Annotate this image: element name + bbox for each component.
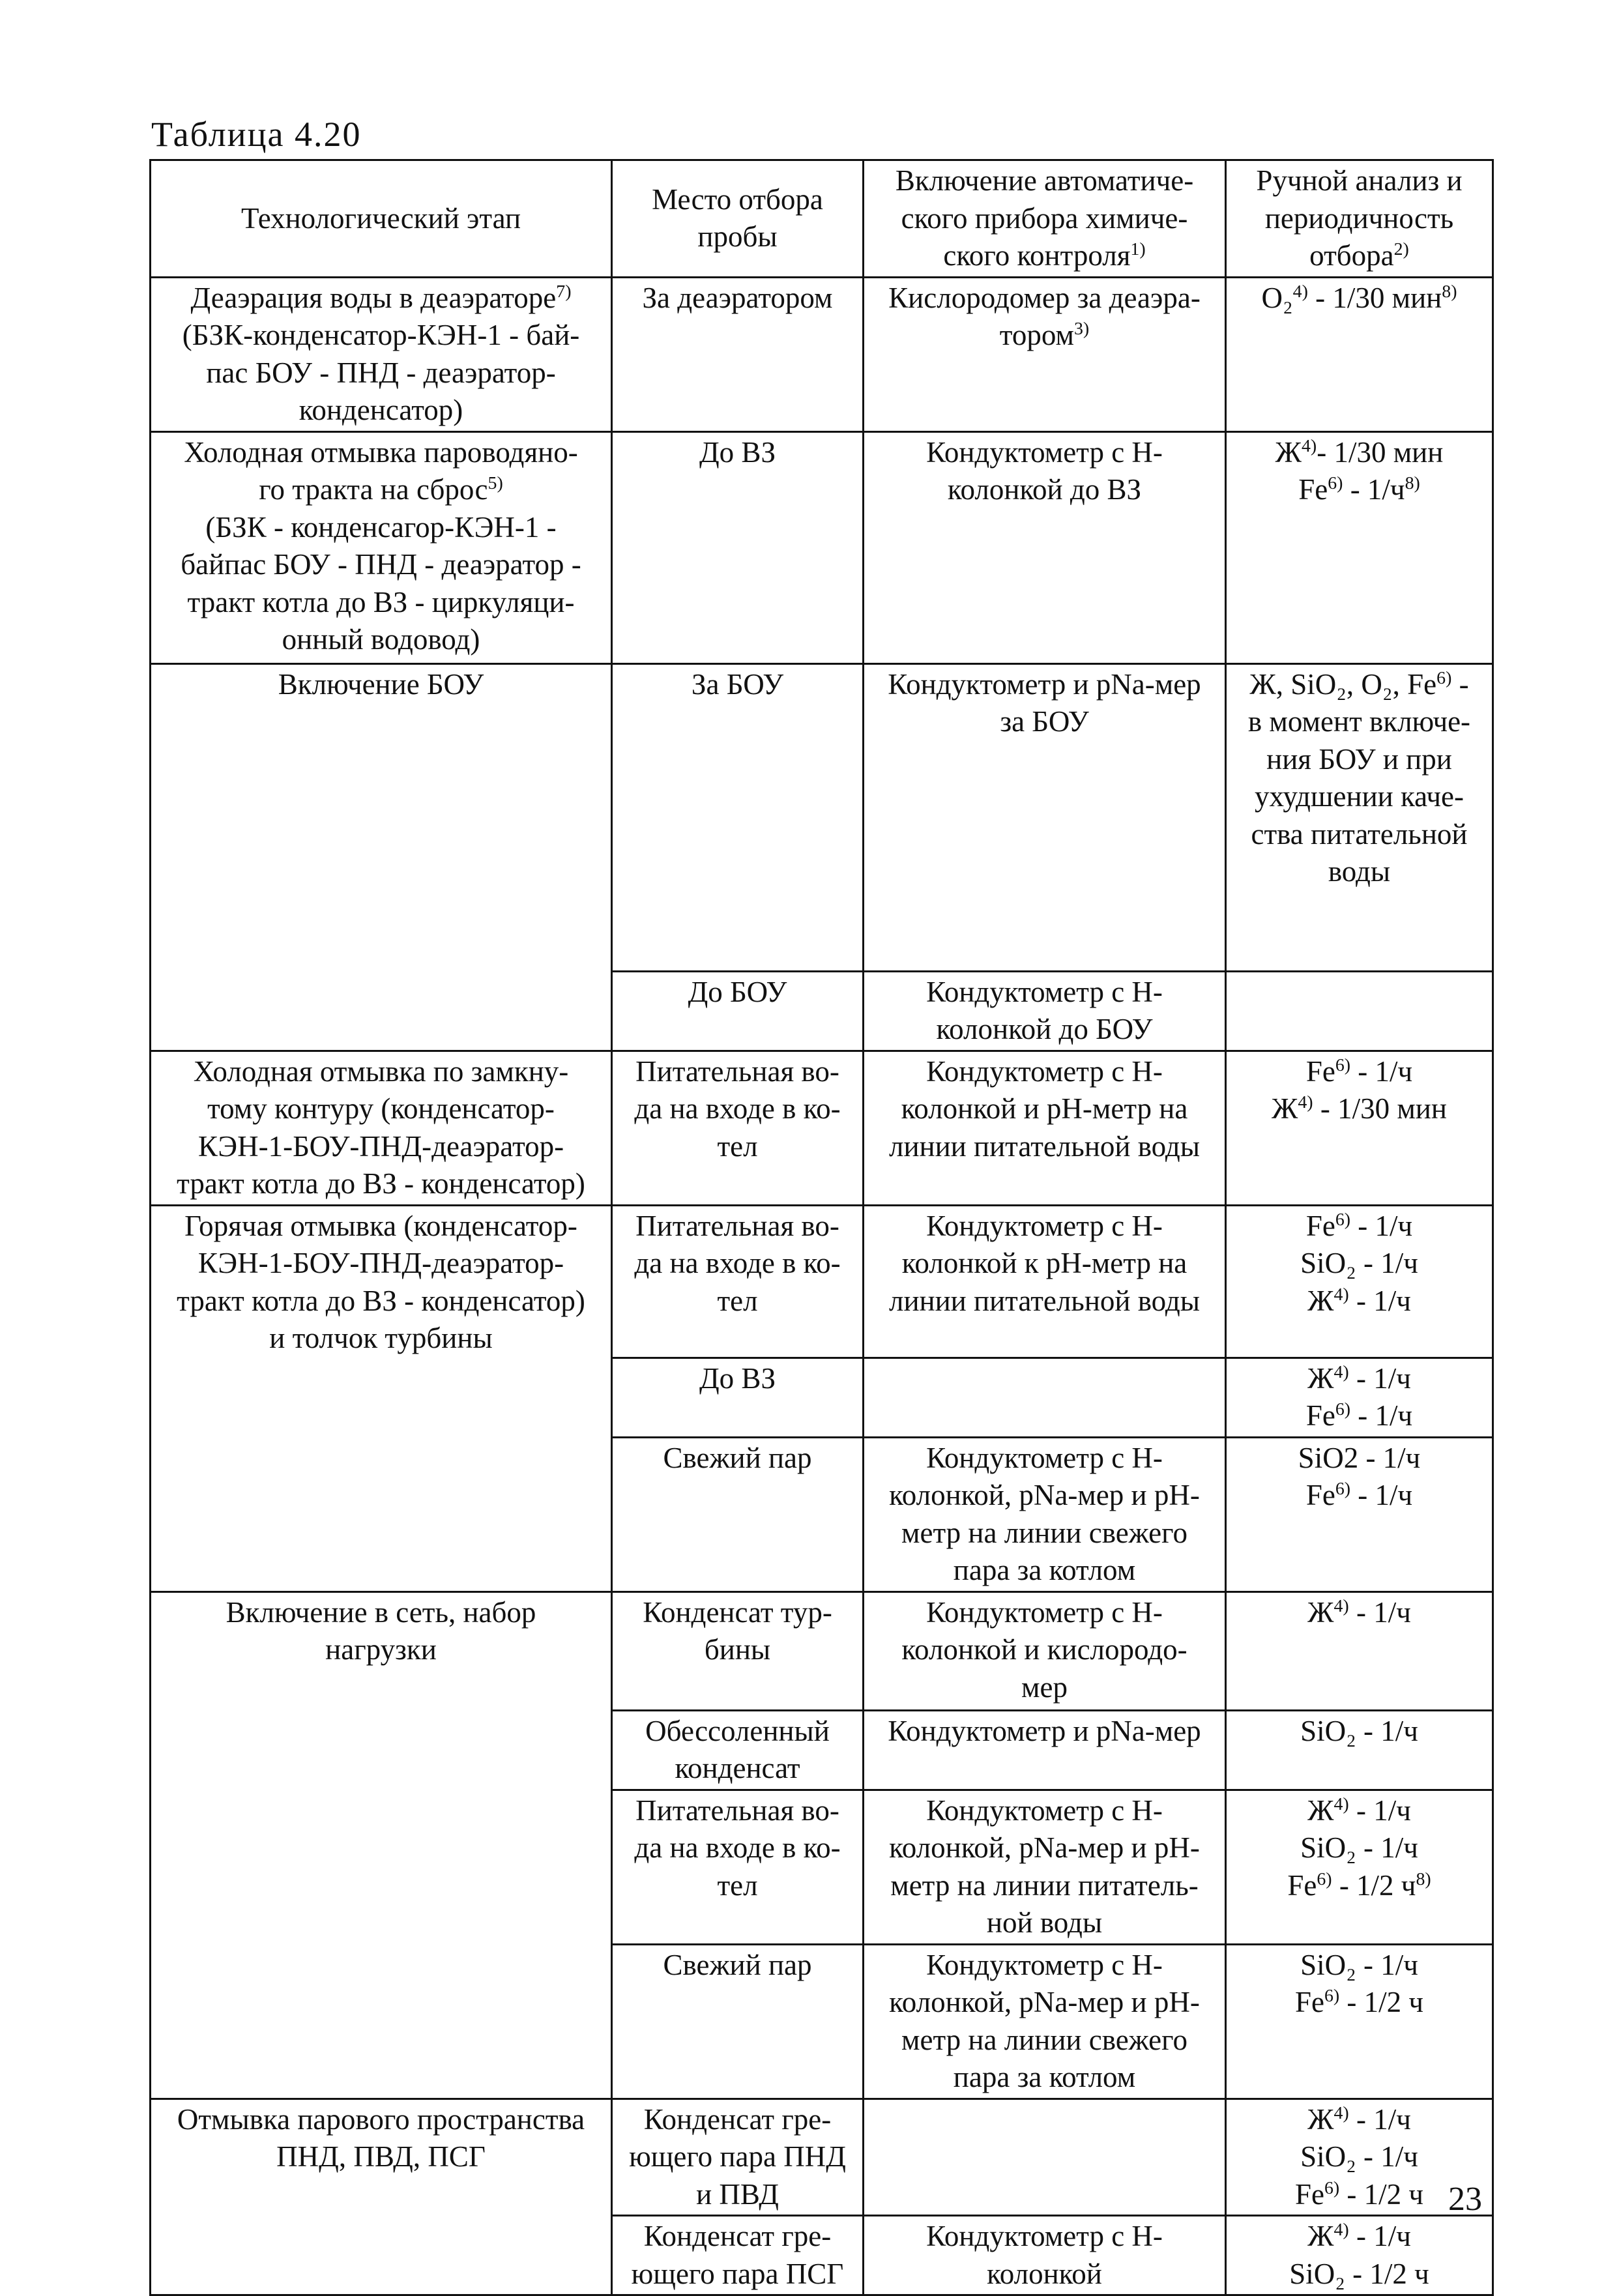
cell-sample-place (612, 1790, 864, 1944)
cell-line: Кондуктометр с Н- (926, 1595, 1163, 1629)
header-line: Ручной анализ и (1256, 164, 1463, 197)
cell-line: Fe$^{6)}$ - 1/2 ч (1294, 2177, 1424, 2211)
cell-stage (151, 431, 612, 663)
cell-manual-analysis (1226, 1790, 1493, 1944)
table-row (151, 277, 1493, 431)
cell-manual-analysis (1226, 1437, 1493, 1591)
header-line: пробы (697, 220, 778, 254)
cell-line: $Ж^{4)} - 1/ч$ (1307, 1794, 1411, 1827)
cell-line: SiO₂ - 1/ч (1300, 1714, 1418, 1747)
cell-manual-analysis (1226, 1051, 1493, 1205)
cell-sample-place (612, 1591, 864, 1710)
cell-line: SiO2 - 1/ч (1298, 1441, 1421, 1474)
header-line: отбора$^{2)}$ (1309, 239, 1409, 272)
header-stage (151, 160, 612, 278)
cell-sample-place (612, 971, 864, 1051)
cell-line: Fe$^{6)}$ - 1/ч (1305, 1209, 1413, 1242)
cell-line: $Ж^{4)}-$ 1/30 мин (1275, 435, 1444, 469)
cell-line: КЭН-1-БОУ-ПНД-деаэратор- (197, 1247, 564, 1279)
cell-line: колонкой (987, 2257, 1102, 2290)
cell-line: колонкой, pNa-мер и pH- (889, 1479, 1200, 1511)
cell-line: да на входе в ко- (634, 1247, 841, 1279)
cell-auto-device (864, 1944, 1226, 2099)
cell-line: O₂$^{4)}$ - 1/30 мин$^{8)}$ (1261, 281, 1457, 314)
cell-line: тел (717, 1129, 758, 1163)
cell-stage (151, 1051, 612, 1205)
cell-sample-place (612, 431, 864, 663)
cell-line: Fe$^{6)}$ - 1/ч (1305, 1054, 1413, 1088)
cell-line: Fe$^{6)}$ - 1/ч (1305, 1479, 1413, 1511)
cell-line: Fe$^{6)}$ - 1/ч (1305, 1399, 1413, 1432)
cell-line: колонкой к pH-метр на (901, 1247, 1187, 1279)
cell-line: (БЗК-конденсатор-КЭН-1 - бай- (182, 319, 580, 351)
cell-line: онный водовод) (282, 623, 480, 656)
cell-line: тракт котла до ВЗ - циркуляци- (187, 585, 575, 618)
cell-auto-device (864, 1205, 1226, 1358)
cell-line: $Ж^{4)} - 1/ч$ (1307, 1361, 1411, 1395)
cell-line: Кондуктометр с Н- (926, 1054, 1163, 1088)
cell-line: Кондуктометр и pNa-мер (888, 667, 1201, 701)
cell-line: конденсат (675, 1752, 800, 1784)
cell-line: тракт котла до ВЗ - конденсатор) (177, 1167, 585, 1200)
header-line: Включение автоматиче- (895, 164, 1194, 197)
cell-sample-place (612, 1051, 864, 1205)
cell-line: До ВЗ (699, 1361, 776, 1395)
table-row (151, 431, 1493, 663)
cell-stage (151, 277, 612, 431)
cell-line: колонкой и pH-метр на (901, 1092, 1188, 1125)
cell-auto-device (864, 1591, 1226, 1710)
cell-manual-analysis (1226, 277, 1493, 431)
table-caption: Таблица 4.20 (151, 115, 362, 154)
cell-line: (БЗК - конденсагор-КЭН-1 - (205, 510, 557, 544)
cell-line (1231, 974, 1488, 1011)
header-auto-device (864, 160, 1226, 278)
cell-auto-device (864, 663, 1226, 971)
cell-line: Обессоленный (645, 1714, 830, 1747)
cell-auto-device (864, 2099, 1226, 2216)
cell-line: Свежий пар (663, 1948, 812, 1981)
cell-sample-place (612, 1710, 864, 1790)
cell-line: Кондуктометр с Н- (926, 435, 1163, 469)
cell-line: Кондуктометр с Н- (926, 1441, 1163, 1474)
cell-line: $Fe^{6)} - 1/ч^{8)}$ (1298, 473, 1420, 506)
cell-line: линии питательной воды (888, 1284, 1201, 1317)
cell-line: $Ж^{4)} - 1/30$ мин (1272, 1092, 1447, 1125)
cell-line: SiO₂ - 1/2 ч (1289, 2257, 1429, 2290)
cell-line: ной воды (986, 1906, 1103, 1939)
cell-manual-analysis (1226, 1358, 1493, 1437)
cell-line: метр на линии свежего (901, 1516, 1187, 1549)
cell-line: $Ж^{4)} - 1/ч$ (1307, 2220, 1411, 2252)
cell-sample-place (612, 1437, 864, 1591)
cell-manual-analysis (1226, 1205, 1493, 1358)
cell-line: $Ж^{4)} - 1/ч$ (1307, 1595, 1411, 1629)
cell-sample-place (612, 1944, 864, 2099)
cell-auto-device (864, 277, 1226, 431)
cell-sample-place (612, 1205, 864, 1358)
cell-auto-device (864, 1710, 1226, 1790)
cell-line: тором$^{3)}$ (999, 319, 1090, 351)
monitoring-table (149, 159, 1494, 2296)
cell-auto-device (864, 1437, 1226, 1591)
cell-sample-place (612, 2216, 864, 2295)
cell-line: До ВЗ (699, 435, 776, 469)
cell-line: $Ж^{4)} - 1/ч$ (1307, 2102, 1411, 2136)
cell-line: Питательная во- (635, 1209, 839, 1242)
cell-line: SiO₂ - 1/ч (1300, 2140, 1418, 2173)
cell-line: ющего пара ПСГ (631, 2257, 844, 2290)
cell-line: тел (717, 1284, 758, 1317)
cell-line: Включение в сеть, набор (226, 1595, 536, 1629)
cell-sample-place (612, 1358, 864, 1437)
cell-line: Кондуктометр и pNa-мер (888, 1714, 1201, 1747)
cell-line: байпас БОУ - ПНД - деаэратор - (181, 548, 581, 581)
cell-line: Включение БОУ (278, 667, 484, 701)
cell-line: колонкой до ВЗ (947, 473, 1142, 506)
cell-stage (151, 2099, 612, 2295)
cell-line: Горячая отмывка (конденсатор- (184, 1209, 577, 1242)
cell-line: $Ж^{4)} - 1/ч$ (1307, 1284, 1411, 1317)
cell-line: ПНД, ПВД, ПСГ (276, 2140, 486, 2173)
cell-line: тел (717, 1868, 758, 1902)
cell-line: SiO₂ - 1/ч (1300, 1247, 1418, 1279)
cell-stage (151, 663, 612, 1051)
cell-line: нагрузки (325, 1633, 437, 1666)
cell-line: SiO₂ - 1/ч (1300, 1831, 1418, 1864)
cell-line: пас БОУ - ПНД - деаэратор- (206, 356, 556, 389)
cell-line: в момент включе- (1247, 705, 1471, 738)
cell-line: До БОУ (688, 975, 787, 1008)
header-sample-place (612, 160, 864, 278)
cell-line: метр на линии питатель- (890, 1868, 1199, 1902)
cell-line: за БОУ (1000, 705, 1089, 738)
cell-line (868, 1360, 1221, 1398)
table-row (151, 663, 1493, 971)
cell-line: и ПВД (696, 2177, 779, 2211)
cell-manual-analysis (1226, 2216, 1493, 2295)
cell-line: Питательная во- (635, 1794, 839, 1827)
cell-manual-analysis (1226, 1944, 1493, 2099)
table-header-row (151, 160, 1493, 278)
cell-line: Кондуктометр с Н- (926, 1948, 1163, 1981)
cell-line: Конденсат тур- (643, 1595, 832, 1629)
cell-line: колонкой и кислородо- (901, 1633, 1187, 1666)
cell-line: да на входе в ко- (634, 1831, 841, 1864)
cell-line: Отмывка парового пространства (177, 2102, 585, 2136)
page-number: 23 (1448, 2181, 1482, 2218)
cell-manual-analysis (1226, 971, 1493, 1051)
cell-line: колонкой до БОУ (936, 1013, 1153, 1045)
cell-line: Fe$^{6)}$ - 1/2 $ч^{8)}$ (1287, 1868, 1431, 1902)
cell-sample-place (612, 2099, 864, 2216)
cell-auto-device (864, 1790, 1226, 1944)
cell-line: метр на линии свежего (901, 2023, 1187, 2056)
cell-manual-analysis (1226, 1591, 1493, 1710)
header-manual-analysis (1226, 160, 1493, 278)
cell-line: колонкой, pNa-мер и pH- (889, 1986, 1200, 2018)
cell-line: конденсатор) (299, 394, 463, 426)
cell-line: ющего пара ПНД (629, 2140, 846, 2173)
cell-line: тракт котла до ВЗ - конденсатор) (177, 1284, 585, 1317)
cell-line: Деаэрация воды в деаэраторе$^{7)}$ (190, 281, 572, 314)
cell-line: воды (1328, 855, 1391, 888)
table-body (151, 277, 1493, 2295)
table-row (151, 1205, 1493, 1358)
cell-stage (151, 1591, 612, 2099)
cell-line: ния БОУ и при (1266, 742, 1452, 776)
cell-sample-place (612, 663, 864, 971)
header-line: периодичность (1264, 201, 1454, 235)
cell-line: ухудшении каче- (1255, 780, 1464, 813)
cell-line: Свежий пар (663, 1441, 812, 1474)
cell-auto-device (864, 2216, 1226, 2295)
cell-line (868, 2101, 1221, 2139)
cell-auto-device (864, 971, 1226, 1051)
header-line: Место отбора (652, 182, 823, 216)
cell-line: КЭН-1-БОУ-ПНД-деаэратор- (197, 1129, 564, 1163)
cell-line: Ж, SiO₂, O₂, Fe$^{6)}$ - (1249, 667, 1469, 701)
cell-line: Кондуктометр с Н- (926, 1794, 1163, 1827)
cell-line: да на входе в ко- (634, 1092, 841, 1125)
cell-line: бины (704, 1633, 771, 1666)
cell-line: линии питательной воды (888, 1129, 1201, 1163)
cell-line: Кондуктометр с Н- (926, 975, 1163, 1008)
cell-line: ства питательной (1251, 817, 1468, 850)
cell-manual-analysis (1226, 431, 1493, 663)
table-row (151, 2099, 1493, 2216)
cell-line: Fe$^{6)}$ - 1/2 ч (1294, 1986, 1424, 2018)
cell-line: го тракта на сброс$^{5)}$ (259, 473, 503, 506)
cell-line: Конденсат гре- (643, 2102, 832, 2136)
cell-sample-place (612, 277, 864, 431)
table-row (151, 1051, 1493, 1205)
cell-line: SiO₂ - 1/ч (1300, 1948, 1418, 1981)
cell-line: Кислородомер за деаэра- (888, 281, 1201, 314)
cell-line: Конденсат гре- (643, 2220, 832, 2252)
header-line: ского прибора химиче- (901, 201, 1188, 235)
cell-line: колонкой, pNa-мер и pH- (889, 1831, 1200, 1864)
cell-line: тому контуру (конденсатор- (207, 1092, 555, 1125)
cell-line: Питательная во- (635, 1054, 839, 1088)
cell-line: За деаэратором (642, 281, 833, 314)
cell-line: и толчок турбины (269, 1322, 493, 1354)
cell-line: мер (1021, 1670, 1068, 1704)
cell-line: пара за котлом (953, 2061, 1136, 2093)
header-line: Технологический этап (240, 201, 521, 235)
header-line: ского контроля$^{1)}$ (943, 239, 1146, 272)
table-row (151, 1591, 1493, 1710)
cell-line: Холодная отмывка пароводяно- (184, 435, 578, 469)
cell-stage (151, 1205, 612, 1591)
cell-manual-analysis (1226, 1710, 1493, 1790)
cell-manual-analysis (1226, 663, 1493, 971)
cell-line: Кондуктометр с Н- (926, 1209, 1163, 1242)
cell-line: За БОУ (691, 667, 784, 701)
cell-line: пара за котлом (953, 1554, 1136, 1586)
cell-auto-device (864, 431, 1226, 663)
cell-auto-device (864, 1358, 1226, 1437)
cell-auto-device (864, 1051, 1226, 1205)
cell-line: Холодная отмывка по замкну- (193, 1054, 569, 1088)
cell-line: Кондуктометр с Н- (926, 2220, 1163, 2252)
